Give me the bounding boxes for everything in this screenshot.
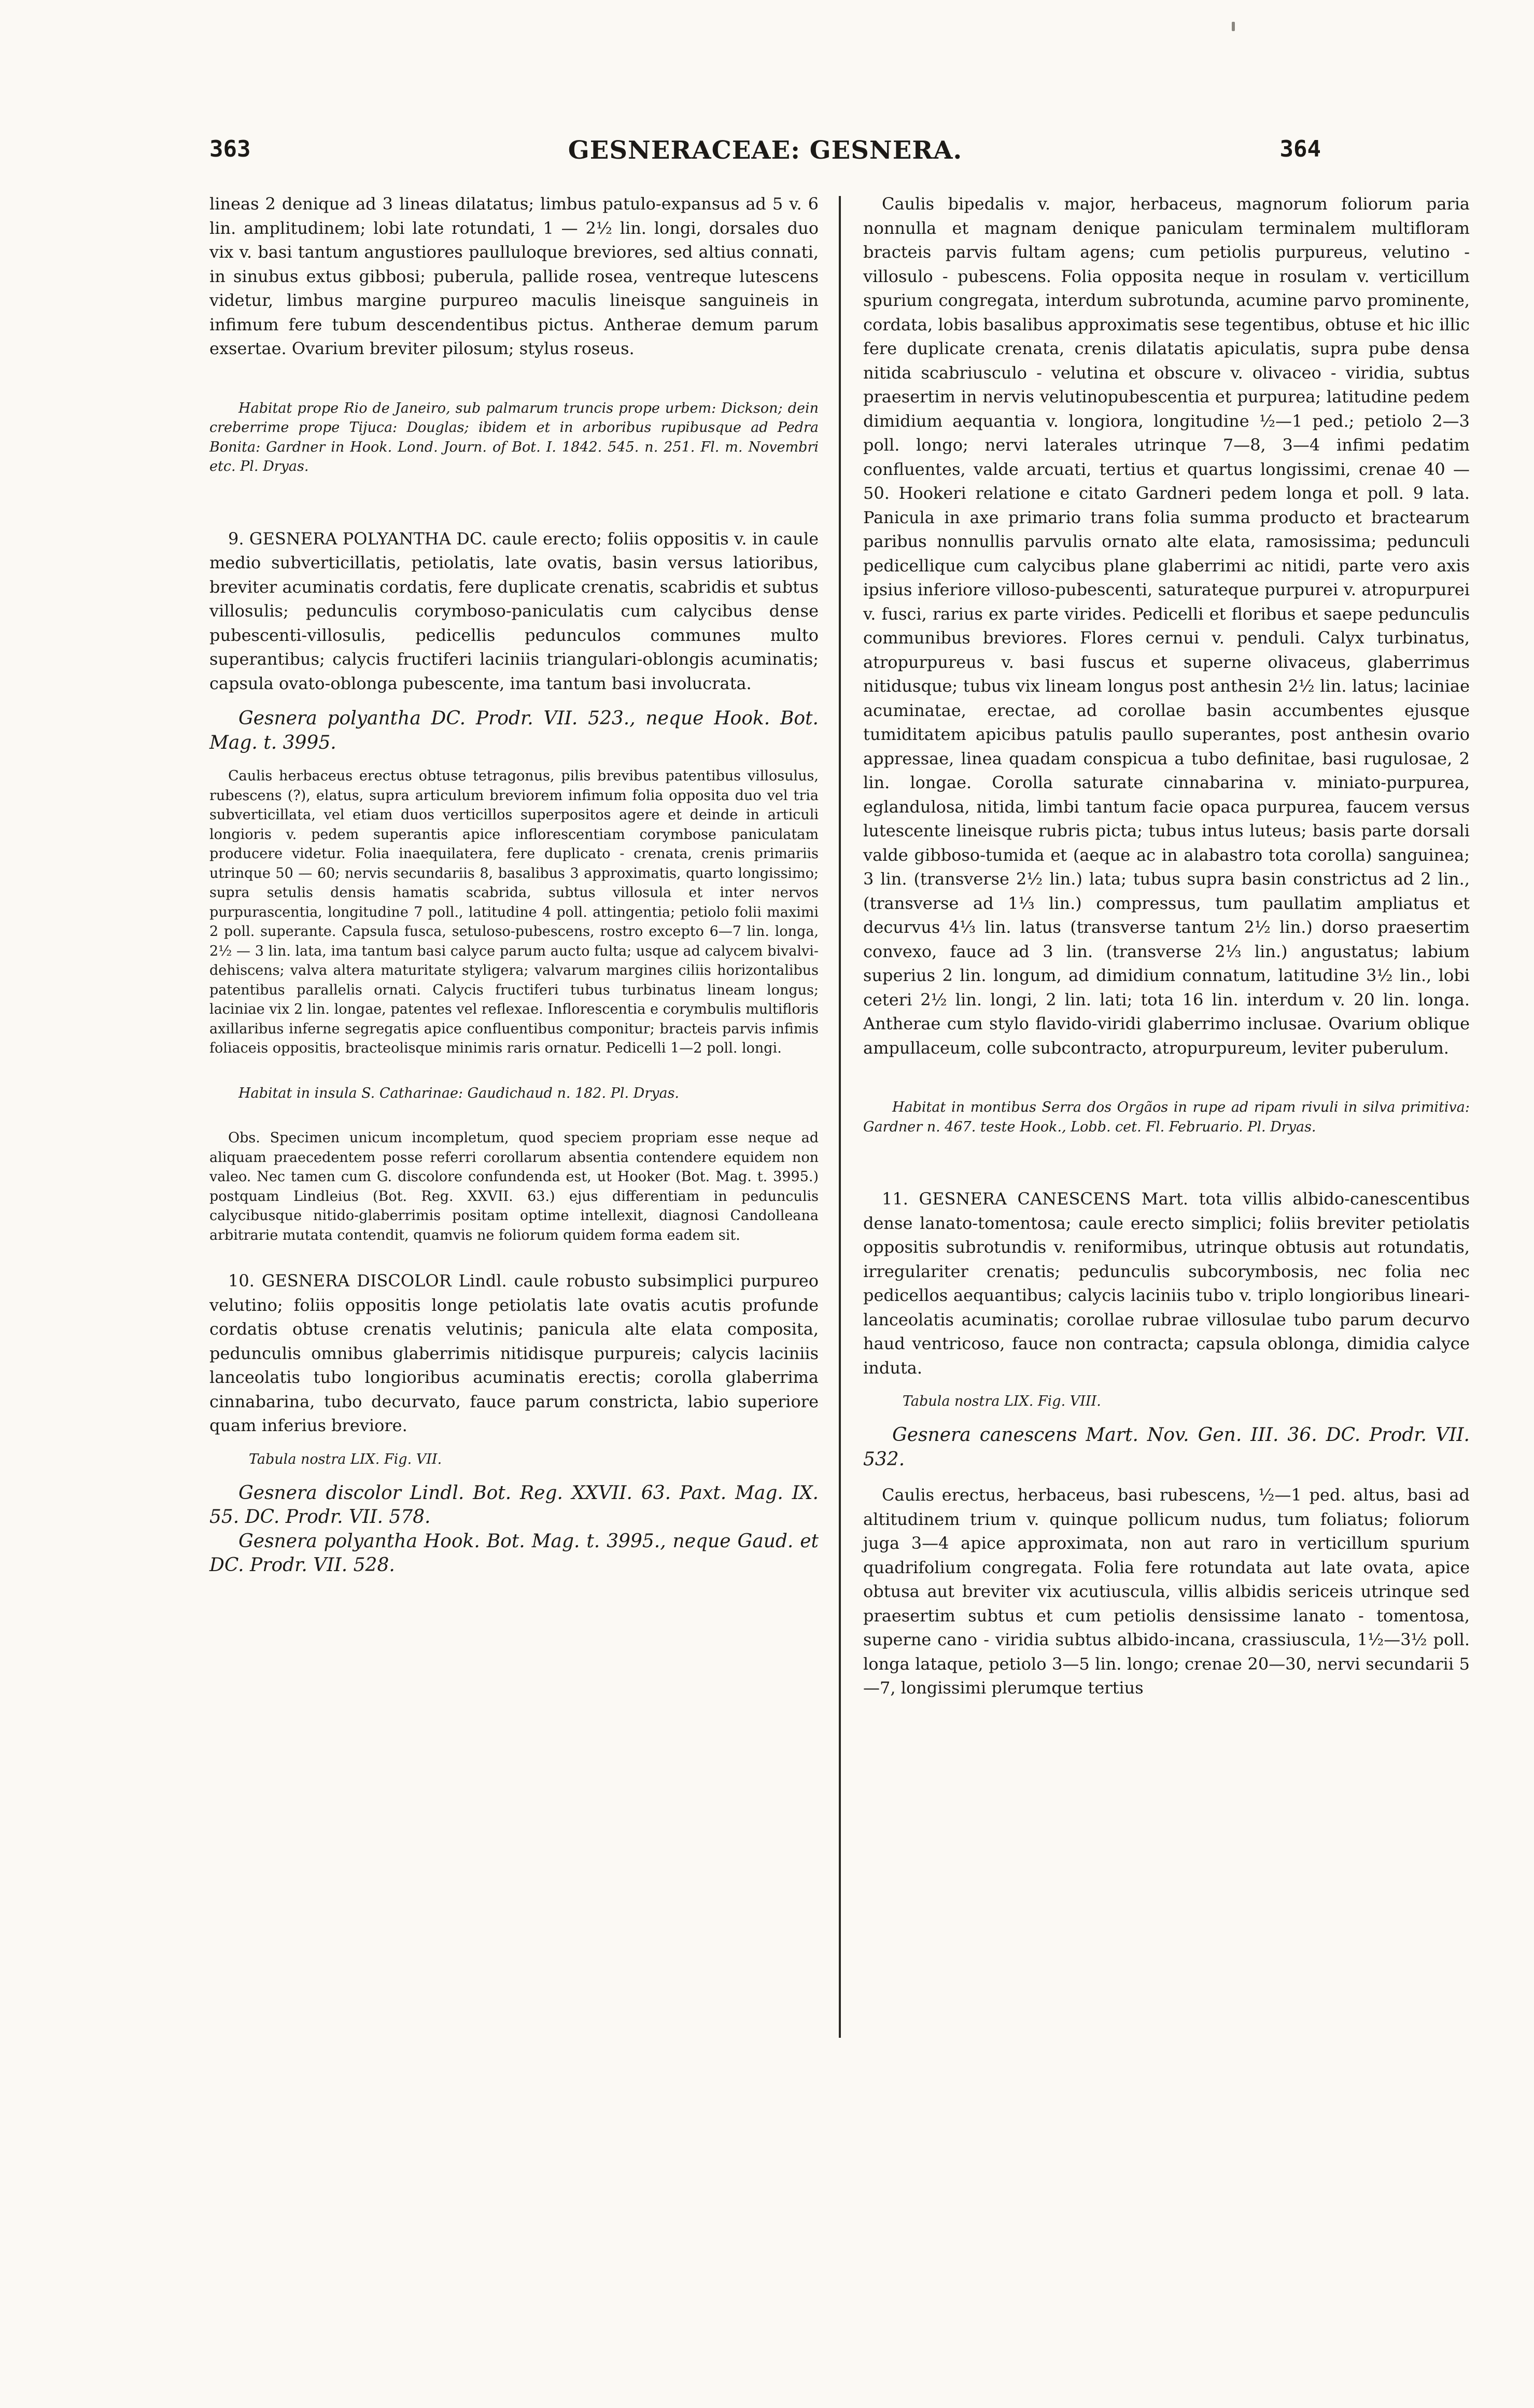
- species-10-synonymy-a: Gesnera discolor Lindl. Bot. Reg. XXVII. 63. Paxt. Mag. IX. 55. DC. Prodr. VII. 578.: [209, 1482, 819, 1528]
- scan-speck: [1232, 22, 1235, 31]
- species-11-synonymy: Gesnera canescens Mart. Nov. Gen. III. 36. DC. Prodr. VII. 532.: [863, 1424, 1470, 1470]
- species-10-synonymy-b: Gesnera polyantha Hook. Bot. Mag. t. 3995., neque Gaud. et DC. Prodr. VII. 528.: [209, 1530, 819, 1576]
- habitat-note-8: Habitat prope Rio de Janeiro, sub palmarum truncis prope urbem: Dickson; dein creberrime prope Tijuca: Douglas; ibidem et in arboribus rupibusque ad Pedra Bonita: Gardner in Hook. Lond. Journ. of Bot. I. 1842. 545. n. 251. Fl. m. Novembri etc. Pl. Dryas.: [209, 400, 819, 474]
- species-10-plate: Tabula nostra LIX. Fig. VII.: [249, 1451, 442, 1467]
- page-number-left: 363: [209, 136, 251, 162]
- left-column: [209, 192, 819, 1578]
- species-11-description: Caulis erectus, herbaceus, basi rubescens, ½—1 ped. altus, basi ad altitudinem trium v. quinque pollicum nudus, tum foliatus; foliorum juga 3—4 apice approximata, non aut raro in verticillum spurium quadrifolium congregata. Folia fere rotundata aut late ovata, apice obtusa aut breviter vix acutiuscula, villis albidis sericeis utrinque sed praesertim subtus et cum petiolis densissime lanato - tomentosa, superne cano - viridia subtus albido-incana, crassiuscula, 1½—3½ poll. longa lataque, petiolo 3—5 lin. longo; crenae 20—30, nervi secundarii 5—7, longissimi plerumque tertius: [863, 1485, 1470, 1698]
- species-11-plate: Tabula nostra LIX. Fig. VIII.: [903, 1393, 1101, 1409]
- species-9-synonymy: Gesnera polyantha DC. Prodr. VII. 523., neque Hook. Bot. Mag. t. 3995.: [209, 708, 819, 753]
- running-header: [209, 136, 1321, 183]
- species-11-diagnosis: 11. GESNERA CANESCENS Mart. tota villis albido-canescentibus dense lanato-tomentosa; caule erecto simplici; foliis breviter petiolatis oppositis subrotundis v. reniformibus, utrinque obtusis aut rotundatis, irregulariter crenatis; pedunculis subcorymbosis, nec folia nec pedicellos aequantibus; calycis laciniis tubo v. triplo longioribus lineari-lanceolatis acuminatis; corollae rubrae villosulae tubo parum decurvo haud ventricoso, fauce non contracta; capsula oblonga, dimidia calyce induta.: [863, 1189, 1470, 1378]
- habitat-note-9: Habitat in insula S. Catharinae: Gaudichaud n. 182. Pl. Dryas.: [238, 1085, 680, 1101]
- column-divider: [839, 196, 841, 2038]
- right-column: [863, 192, 1470, 1700]
- observation-note-9: Obs. Specimen unicum incompletum, quod speciem propriam esse neque ad aliquam praecedentem posse referri corollarum absentia contendere equidem non valeo. Nec tamen cum G. discolore confundenda est, ut Hooker (Bot. Mag. t. 3995.) postquam Lindleius (Bot. Reg. XXVII. 63.) ejus differentiam in pedunculis calycibusque nitido-glaberrimis positam optime intellexit, diagnosi Candolleana arbitrarie mutata contendit, quamvis ne foliorum quidem forma eadem sit.: [209, 1130, 819, 1243]
- species-9-diagnosis: 9. GESNERA POLYANTHA DC. caule erecto; foliis oppositis v. in caule medio subverticillatis, petiolatis, late ovatis, basin versus latioribus, breviter acuminatis cordatis, fere duplicate crenatis, scabridis et subtus villosulis; pedunculis corymboso-paniculatis cum calycibus dense pubescenti-villosulis, pedicellis pedunculos communes multo superantibus; calycis fructiferi laciniis triangulari-oblongis acuminatis; capsula ovato-oblonga pubescente, ima tantum basi involucrata.: [209, 528, 819, 693]
- species-9-description: Caulis herbaceus erectus obtuse tetragonus, pilis brevibus patentibus villosulus, rubescens (?), elatus, supra articulum breviorem infimum folia opposita duo vel tria subverticillata, vel etiam duos verticillos superpositos agere et deinde in articuli longioris v. pedem superantis apice inflorescentiam corymbose paniculatam producere videtur. Folia inaequilatera, fere duplicato - crenata, crenis primariis utrinque 50 — 60; nervis secundariis 8, basalibus 3 approximatis, quarto longissimo; supra setulis densis hamatis scabrida, subtus villosula et inter nervos purpurascentia, longitudine 7 poll., latitudine 4 poll. attingentia; petiolo folii maximi 2 poll. superante. Capsula fusca, setuloso-pubescens, rostro excepto 6—7 lin. longa, 2½ — 3 lin. lata, ima tantum basi calyce parum aucto fulta; usque ad calycem bivalvi-dehiscens; valva altera maturitate styligera; valvarum margines ciliis horizontalibus patentibus parallelis ornati. Calycis fructiferi tubus turbinatus lineam longus; laciniae vix 2 lin. longae, patentes vel reflexae. Inflorescentia e corymbulis multifloris axillaribus inferne segregatis apice confluentibus componitur; bracteis parvis infimis foliaceis oppositis, bracteolisque minimis raris ornatur. Pedicelli 1—2 poll. longi.: [209, 768, 819, 1056]
- species-10-diagnosis: 10. GESNERA DISCOLOR Lindl. caule robusto subsimplici purpureo velutino; foliis oppositis longe petiolatis late ovatis acutis profunde cordatis obtuse crenatis velutinis; panicula alte elata composita, pedunculis omnibus glaberrimis nitidisque purpureis; calycis laciniis lanceolatis tubo longioribus acuminatis erectis; corolla glaberrima cinnabarina, tubo decurvato, fauce parum constricta, labio superiore quam inferius breviore.: [209, 1271, 819, 1435]
- page-number-right: 364: [1279, 136, 1321, 162]
- running-title: GESNERACEAE: GESNERA.: [568, 136, 963, 165]
- habitat-note-10: Habitat in montibus Serra dos Orgãos in rupe ad ripam rivuli in silva primitiva: Gardner n. 467. teste Hook., Lobb. cet. Fl. Februario. Pl. Dryas.: [863, 1099, 1470, 1135]
- corolla-description-end: lineas 2 denique ad 3 lineas dilatatus; limbus patulo-expansus ad 5 v. 6 lin. amplitudinem; lobi late rotundati, 1 — 2½ lin. longi, dorsales duo vix v. basi tantum angustiores paulluloque breviores, sed altius connati, in sinubus extus gibbosi; puberula, pallide rosea, ventreque lutescens videtur, limbus margine purpureo maculis lineisque sanguineis in infimum fere tubum descendentibus pictus. Antherae demum parum exsertae. Ovarium breviter pilosum; stylus roseus.: [209, 194, 819, 358]
- species-10-description: Caulis bipedalis v. major, herbaceus, magnorum foliorum paria nonnulla et magnam denique paniculam terminalem multifloram bracteis parvis fultam agens; cum petiolis purpureus, velutino - villosulo - pubescens. Folia opposita neque in rosulam v. verticillum spurium congregata, interdum subrotunda, acumine parvo prominente, cordata, lobis basalibus approximatis sese tegentibus, obtuse et hic illic fere duplicate crenata, crenis dilatatis apiculatis, supra pube densa nitida scabriusculo - velutina et obscure v. olivaceo - viridia, subtus praesertim in nervis velutinopubescentia et purpurea; latitudine pedem dimidium aequantia v. longiora, longitudine ½—1 ped.; petiolo 2—3 poll. longo; nervi laterales utrinque 7—8, 3—4 infimi pedatim confluentes, valde arcuati, tertius et quartus longissimi, crenae 40 — 50. Hookeri relatione e citato Gardneri pedem longa et poll. 9 lata. Panicula in axe primario trans folia summa producto et bractearum paribus nonnullis parvulis ornato alte elata, ramosissima; pedunculi pedicellique cum calycibus plane glaberrimi ac nitidi, parte vero axis ipsius inferiore villoso-pubescenti, saturateque purpurei v. atropurpurei v. fusci, rarius ex parte virides. Pedicelli et floribus et saepe pedunculis communibus breviores. Flores cernui v. penduli. Calyx turbinatus, atropurpureus v. basi fuscus et superne olivaceus, glaberrimus nitidusque; tubus vix lineam longus post anthesin 2½ lin. latus; laciniae acuminatae, erectae, ad corollae basin accumbentes ejusque tumiditatem apicibus patulis paullo superantes, post anthesin ovario appressae, linea quadam conspicua a tubo definitae, basi rugulosae, 2 lin. longae. Corolla saturate cinnabarina v. miniato-purpurea, eglandulosa, nitida, limbi tantum facie opaca purpurea, faucem versus lutescente lineisque rubris picta; tubus intus luteus; basis parte dorsali valde gibboso-tumida et (aeque ac in alabastro tota corolla) sanguinea; 3 lin. (transverse 2½ lin.) lata; tubus supra basin constrictus ad 2 lin., (transverse ad 1⅓ lin.) compressus, tum paullatim ampliatus et decurvus 4⅓ lin. latus (transverse tantum 2½ lin.) dorso praesertim convexo, fauce ad 3 lin. (transverse 2⅓ lin.) angustatus; labium superius 2 lin. longum, ad dimidium connatum, latitudine 3½ lin., lobi ceteri 2½ lin. longi, 2 lin. lati; tota 16 lin. interdum v. 20 lin. longa. Antherae cum stylo flavido-viridi glaberrimo inclusae. Ovarium oblique ampullaceum, colle subcontracto, atropurpureum, leviter puberulum.: [863, 194, 1470, 1058]
